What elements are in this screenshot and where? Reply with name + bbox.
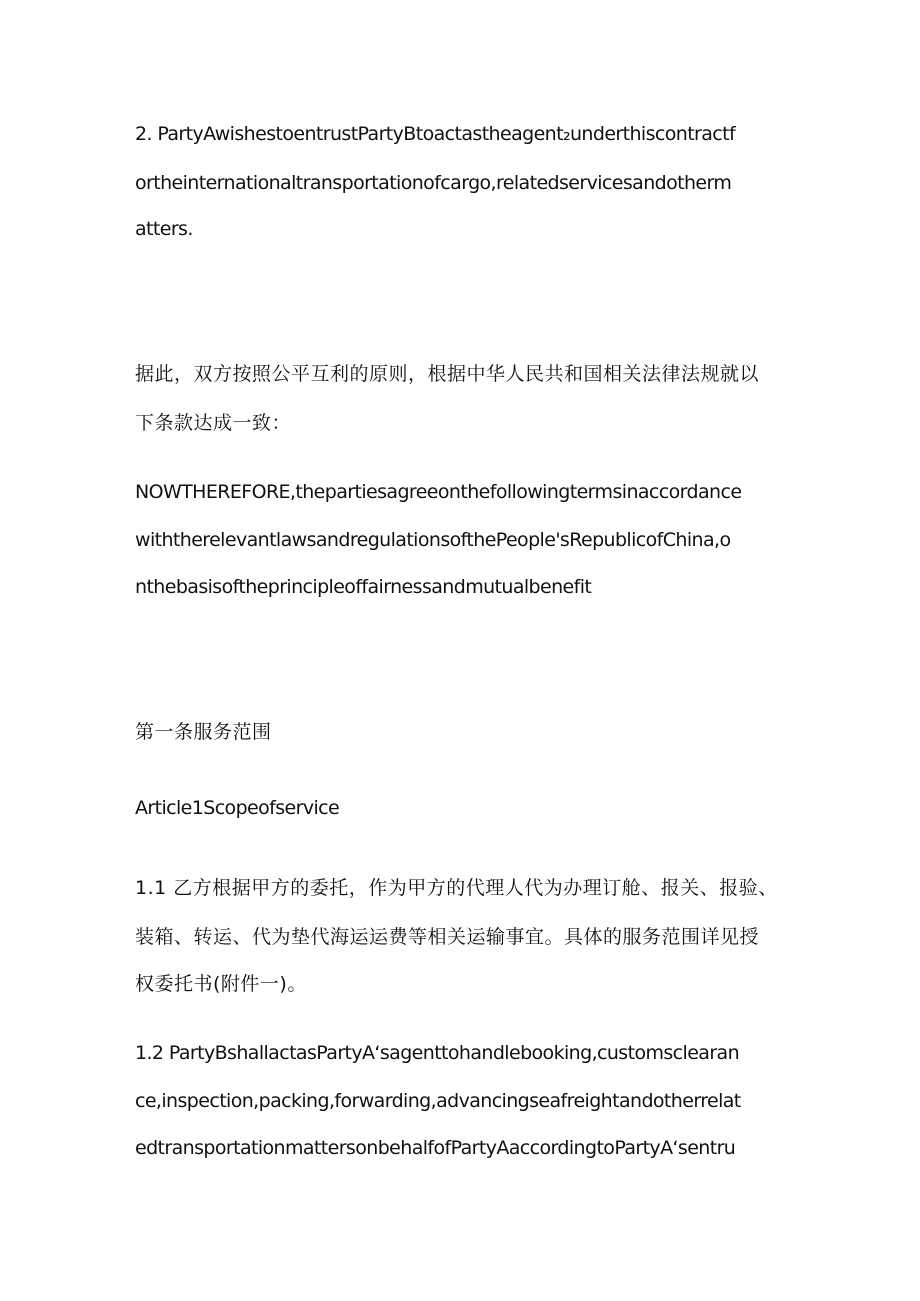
clause-1-2-line-3: edtransportationmattersonbehalfofPartyAaccordingtoPartyAʻsentru	[135, 1137, 736, 1159]
therefore-cn-line-2: 下条款达成一致：	[135, 412, 292, 434]
clause-1-2-line-1: 1.2 PartyBshallactasPartyAʻsagenttohandlebooking,customsclearan	[135, 1042, 740, 1064]
therefore-en-line-1: NOWTHEREFORE,thepartiesagreeonthefollowingtermsinaccordance	[135, 481, 742, 503]
para-2-line-3: atters.	[135, 218, 193, 240]
para-2-line-1: 2. PartyAwishestoentrustPartyBtoactastheagent₂underthiscontractf	[135, 123, 736, 145]
para-2-line-2: ortheinternationaltransportationofcargo,relatedservicesandotherm	[135, 172, 732, 194]
clause-1-2-line-2: ce,inspection,packing,forwarding,advancingseafreightandotherrelat	[135, 1090, 741, 1112]
therefore-en-line-2: withtherelevantlawsandregulationsofthePeople'sRepublicofChina,o	[135, 529, 731, 551]
clause-1-1-line-1: 1.1 乙方根据甲方的委托，作为甲方的代理人代为办理订舱、报关、报验、	[135, 877, 778, 899]
therefore-en-line-3: nthebasisoftheprincipleoffairnessandmutualbenefit	[135, 576, 592, 598]
clause-1-1-line-2: 装箱、转运、代为垫代海运运费等相关运输事宜。具体的服务范围详见授	[135, 926, 760, 948]
therefore-cn-line-1: 据此，双方按照公平互利的原则，根据中华人民共和国相关法律法规就以	[135, 363, 760, 385]
article-1-heading-cn: 第一条服务范围	[135, 721, 272, 743]
article-1-heading-en: Article1Scopeofservice	[135, 797, 340, 819]
clause-1-1-line-3: 权委托书(附件一)。	[135, 973, 307, 995]
